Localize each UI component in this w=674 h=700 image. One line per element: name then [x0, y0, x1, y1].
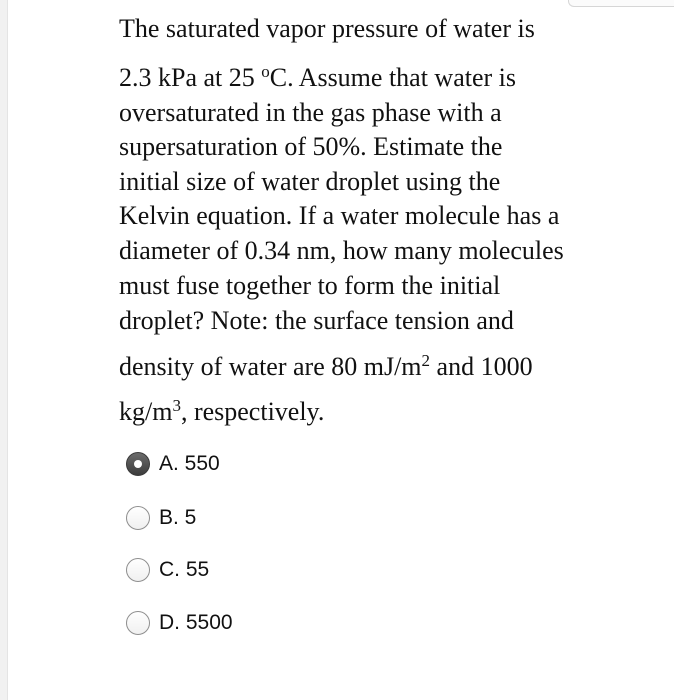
question-line: droplet? Note: the surface tension and: [119, 306, 514, 335]
question-line: 2.3 kPa at 25 $^o$C. Assume that water is: [119, 62, 517, 92]
option-b-label: B. 5: [159, 506, 197, 529]
option-a-label: A. 550: [159, 452, 220, 475]
radio-button-d[interactable]: [126, 611, 150, 635]
radio-button-b[interactable]: [126, 506, 150, 530]
option-a[interactable]: [126, 448, 220, 480]
question-line: initial size of water droplet using the: [119, 167, 501, 196]
option-d-label: D. 5500: [159, 611, 233, 634]
question-line: $kg/m^3$, respectively.: [119, 396, 325, 426]
question-line: must fuse together to form the initial: [119, 271, 501, 300]
question-line: The saturated vapor pressure of water is: [119, 14, 535, 43]
question-line: Kelvin equation. If a water molecule has a: [119, 201, 560, 230]
question-line: oversaturated in the gas phase with a: [119, 98, 502, 127]
radio-button-c[interactable]: [126, 558, 150, 582]
question-line: supersaturation of 50%. Estimate the: [119, 132, 503, 161]
top-tab: [568, 0, 674, 7]
left-edge: [0, 0, 8, 700]
question-line: diameter of 0.34 nm, how many molecules: [119, 236, 564, 265]
option-c[interactable]: [126, 554, 209, 586]
option-c-label: C. 55: [159, 558, 210, 581]
option-d[interactable]: [126, 607, 233, 639]
option-b[interactable]: [126, 502, 196, 534]
radio-button-a[interactable]: [126, 452, 150, 476]
question-line: density of water are 80 $mJ/m^2$ and 1000: [119, 351, 533, 381]
